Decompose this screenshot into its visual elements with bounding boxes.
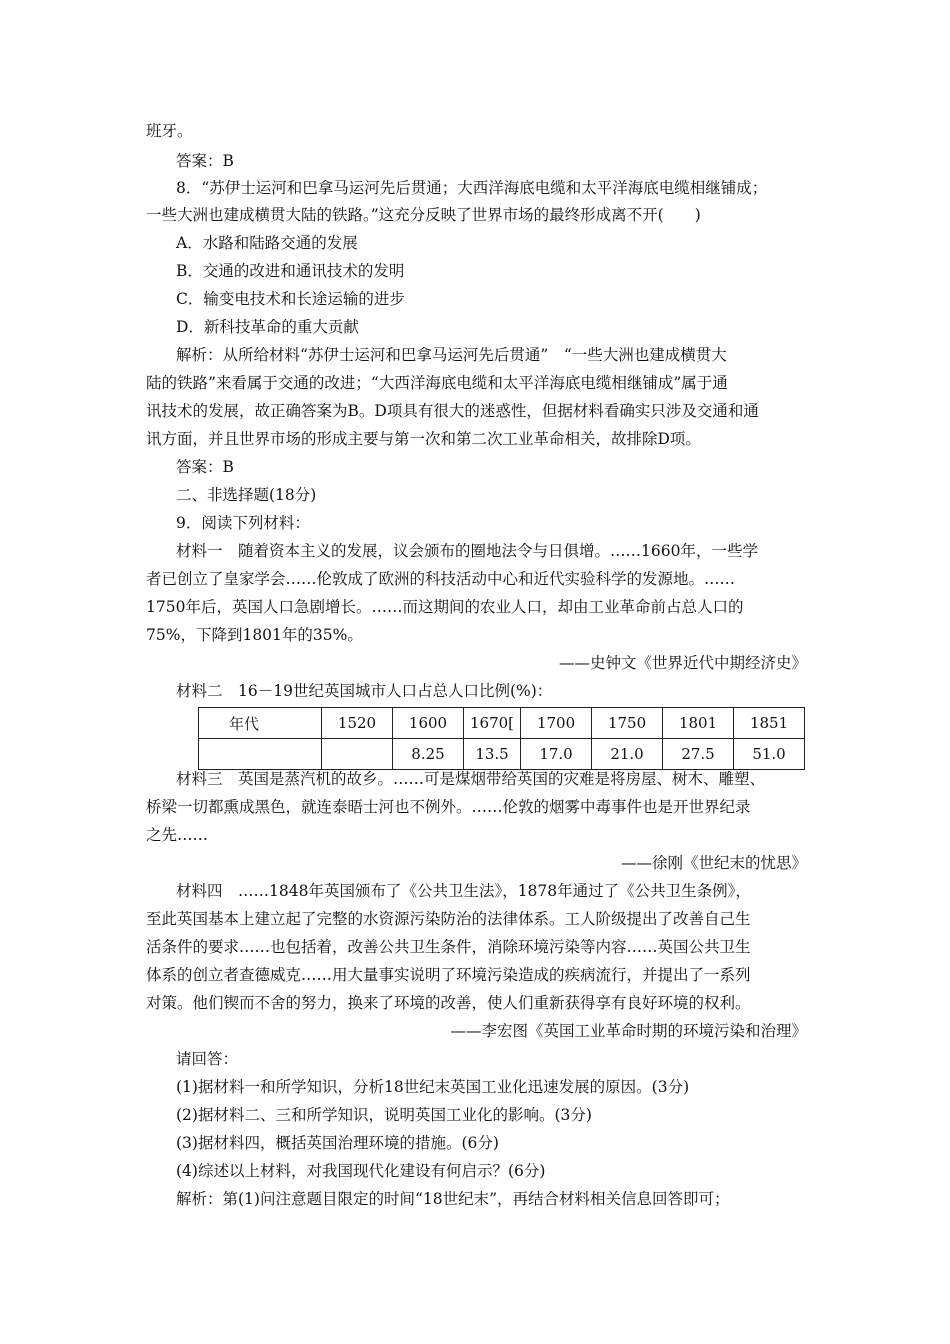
prompt-line: 请回答：	[176, 1050, 239, 1068]
answer-line: 答案：B	[176, 458, 234, 476]
analysis-line: 解析：从所给材料“苏伊士运河和巴拿马运河先后贯通” “一些大洲也建成横贯大	[176, 346, 727, 364]
table-cell: 年代	[199, 708, 322, 739]
table-cell: 13.5	[464, 739, 521, 770]
material-4-line: 对策。他们锲而不舍的努力，换来了环境的改善，使人们重新获得享有良好环境的权利。	[146, 994, 751, 1012]
table-cell: 21.0	[592, 739, 663, 770]
table-cell: 1801	[663, 708, 734, 739]
material-1-line: 者已创立了皇家学会……伦敦成了欧洲的科技活动中心和近代实验科学的发源地。……	[146, 570, 736, 588]
table-cell	[322, 739, 393, 770]
material-4-line: 材料四 ……1848年英国颁布了《公共卫生法》，1878年通过了《公共卫生条例》，	[176, 882, 751, 900]
table-cell	[199, 739, 322, 770]
material-4-line: 体系的创立者查德威克……用大量事实说明了环境污染造成的疾病流行，并提出了一系列	[146, 966, 751, 984]
table-cell: 1600	[393, 708, 464, 739]
population-table	[198, 707, 805, 770]
table-cell: 1670[	[464, 708, 521, 739]
material-3-line: 桥梁一切都熏成黑色，就连泰晤士河也不例外。……伦敦的烟雾中毒事件也是开世界纪录	[146, 798, 751, 816]
table-cell: 1520	[322, 708, 393, 739]
table-cell: 1851	[734, 708, 805, 739]
table-cell: 1700	[521, 708, 592, 739]
material-1-source: ——史钟文《世界近代中期经济史》	[558, 654, 807, 672]
answer-line: 答案：B	[176, 152, 234, 170]
question-9-line: 9．阅读下列材料：	[176, 514, 310, 532]
sub-question-2: (2)据材料二、三和所学知识，说明英国工业化的影响。(3分)	[176, 1106, 592, 1124]
table-cell: 1750	[592, 708, 663, 739]
table-cell: 17.0	[521, 739, 592, 770]
material-4-line: 至此英国基本上建立起了完整的水资源污染防治的法律体系。工人阶级提出了改善自己生	[146, 910, 751, 928]
table-cell: 51.0	[734, 739, 805, 770]
analysis-line: 陆的铁路”来看属于交通的改进；“大西洋海底电缆和太平洋海底电缆相继铺成”属于通	[146, 374, 728, 392]
analysis-line: 讯技术的发展，故正确答案为B。D项具有很大的迷惑性，但据材料看确实只涉及交通和通	[146, 402, 759, 420]
material-3-line: 之先……	[146, 826, 209, 844]
section-heading: 二、非选择题(18分)	[176, 486, 317, 504]
material-3-source: ——徐刚《世纪末的忧思》	[620, 854, 807, 872]
option-c: C．输变电技术和长途运输的进步	[176, 290, 405, 308]
material-3-line: 材料三 英国是蒸汽机的故乡。……可是煤烟带给英国的灾难是将房屋、树木、雕塑、	[176, 770, 766, 788]
material-1-line: 1750年后，英国人口急剧增长。……而这期间的农业人口，却由工业革命前占总人口的	[146, 598, 744, 616]
material-1-line: 75%，下降到1801年的35%。	[146, 626, 363, 644]
sub-question-3: (3)据材料四，概括英国治理环境的措施。(6分)	[176, 1134, 499, 1152]
option-a: A．水路和陆路交通的发展	[176, 234, 358, 252]
question-8-line: 一些大洲也建成横贯大陆的铁路。”这充分反映了世界市场的最终形成离不开( )	[146, 206, 701, 224]
material-1-line: 材料一 随着资本主义的发展，议会颁布的圈地法令与日俱增。……1660年，一些学	[176, 542, 758, 560]
analysis-line: 解析：第(1)问注意题目限定的时间“18世纪末”，再结合材料相关信息回答即可；	[176, 1190, 730, 1208]
table-cell: 8.25	[393, 739, 464, 770]
sub-question-1: (1)据材料一和所学知识，分析18世纪末英国工业化迅速发展的原因。(3分)	[176, 1078, 690, 1096]
option-b: B．交通的改进和通讯技术的发明	[176, 262, 405, 280]
text-line: 班牙。	[146, 122, 193, 140]
question-8-line: 8．“苏伊士运河和巴拿马运河先后贯通；大西洋海底电缆和太平洋海底电缆相继铺成；	[176, 179, 768, 197]
option-d: D．新科技革命的重大贡献	[176, 318, 359, 336]
material-4-source: ——李宏图《英国工业革命时期的环境污染和治理》	[450, 1022, 807, 1040]
sub-question-4: (4)综述以上材料，对我国现代化建设有何启示？(6分)	[176, 1162, 546, 1180]
table-row	[199, 708, 805, 739]
table-cell: 27.5	[663, 739, 734, 770]
material-4-line: 活条件的要求……也包括着，改善公共卫生条件，消除环境污染等内容……英国公共卫生	[146, 938, 751, 956]
table-row	[199, 739, 805, 770]
material-2-caption: 材料二 16－19世纪英国城市人口占总人口比例(%)：	[176, 682, 553, 700]
analysis-line: 讯方面，并且世界市场的形成主要与第一次和第二次工业革命相关，故排除D项。	[146, 430, 701, 448]
